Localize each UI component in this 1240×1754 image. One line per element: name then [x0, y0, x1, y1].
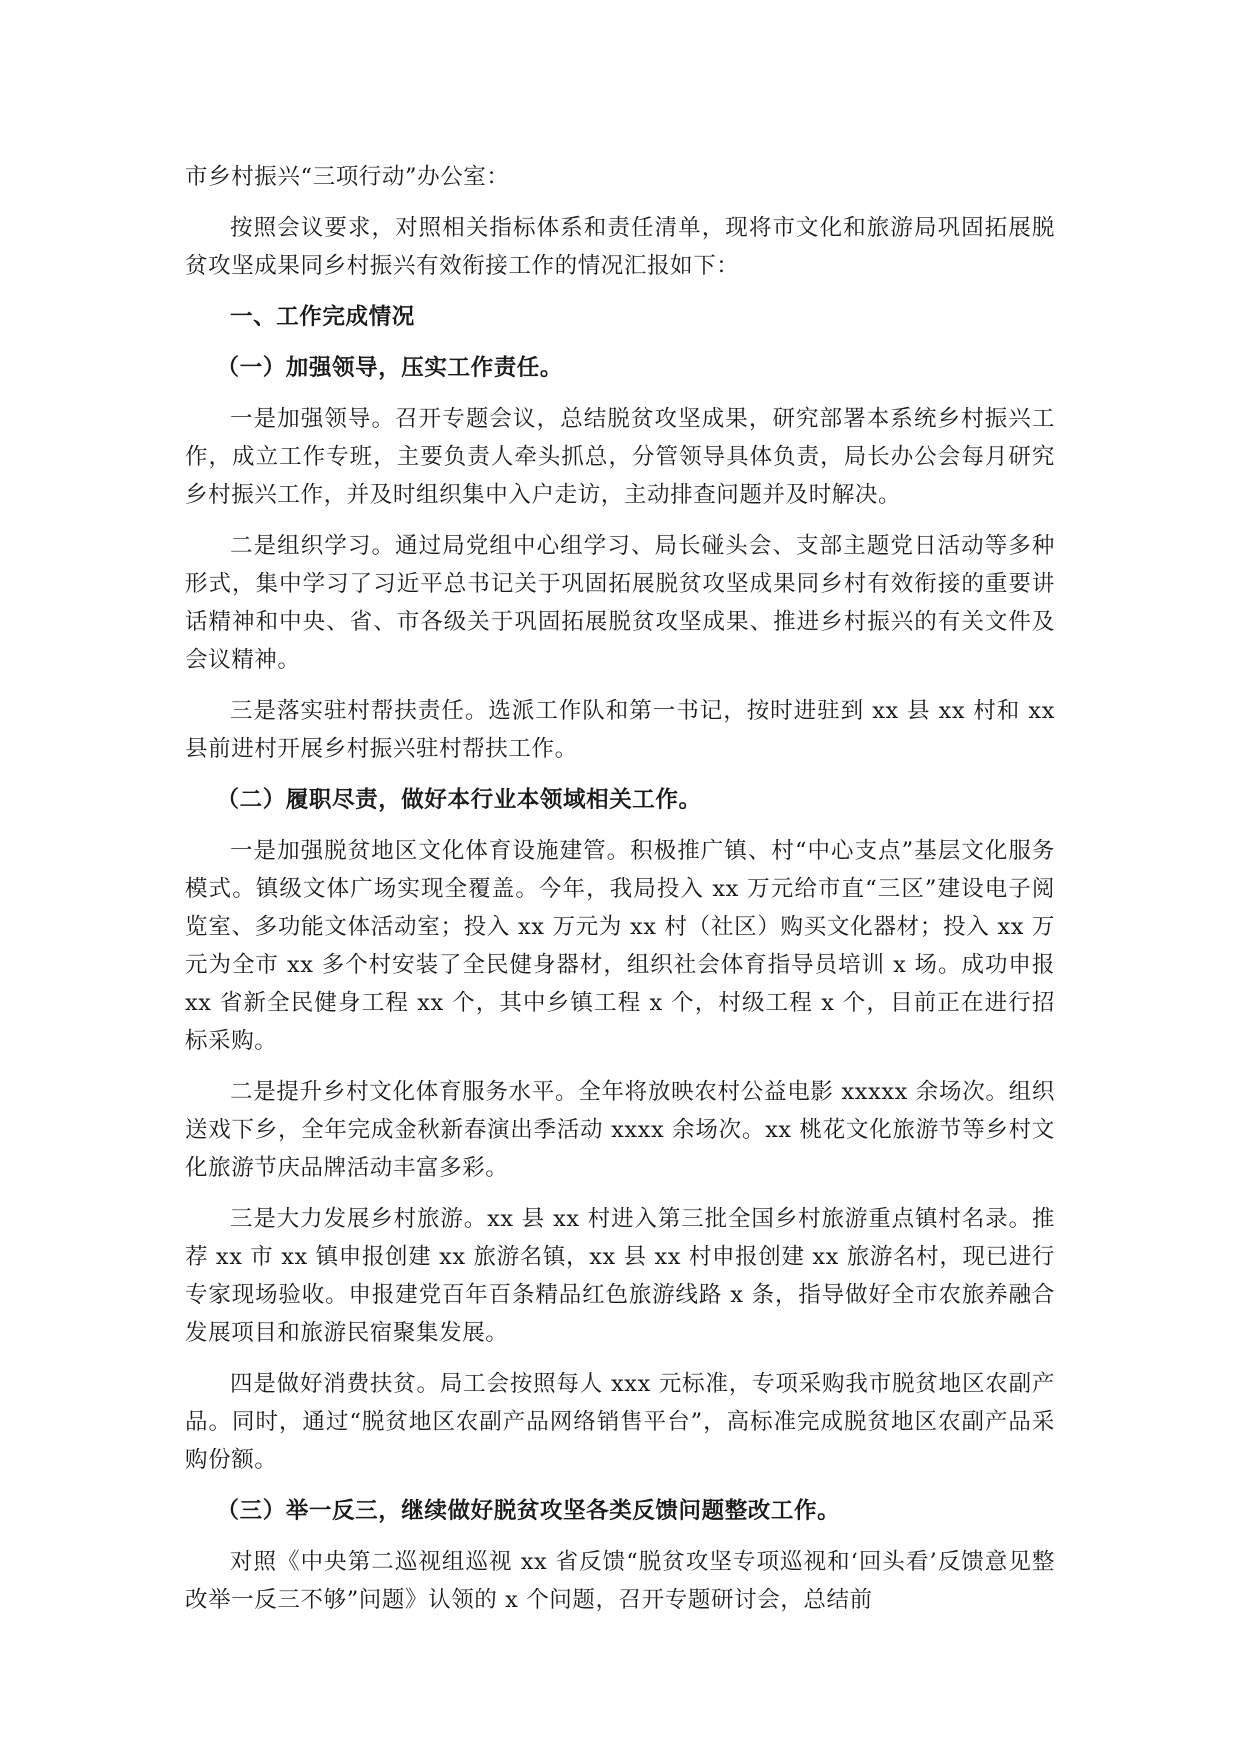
subsection-heading-2: （二）履职尽责，做好本行业本领域相关工作。: [216, 787, 702, 813]
document-body: [185, 158, 1055, 1632]
paragraph-consumption: 四是做好消费扶贫。局工会按照每人 xxx 元标准，专项采购我市脱贫地区农副产品。同时，通过“脱贫地区农副产品网络销售平台”，高标准完成脱贫地区农副产品采购份额。: [185, 1371, 1055, 1473]
salutation: 市乡村振兴“三项行动”办公室：: [185, 164, 510, 190]
paragraph-rectification: 对照《中央第二巡视组巡视 xx 省反馈“脱贫攻坚专项巡视和‘回头看’反馈意见整改举一反三不够”问题》认领的 x 个问题，召开专题研讨会，总结前: [185, 1549, 1055, 1613]
paragraph-village-support: 三是落实驻村帮扶责任。选派工作队和第一书记，按时进驻到 xx 县 xx 村和 xx 县前进村开展乡村振兴驻村帮扶工作。: [185, 698, 1055, 762]
subsection-heading-3: （三）举一反三，继续做好脱贫攻坚各类反馈问题整改工作。: [216, 1498, 841, 1524]
paragraph-facilities: 一是加强脱贫地区文化体育设施建管。积极推广镇、村“中心支点”基层文化服务模式。镇级文体广场实现全覆盖。今年，我局投入 xx 万元给市直“三区”建设电子阅览室、多功能文体活动室；投入 xx 万元为 xx 村（社区）购买文化器材；投入 xx 万元为全市 xx 多个村安装了全民健身器材，组织社会体育指导员培训 x 场。成功申报 xx 省新全民健身工程 xx 个，其中乡镇工程 x 个，村级工程 x 个，目前正在进行招标采购。: [185, 838, 1055, 1054]
paragraph-leadership: 一是加强领导。召开专题会议，总结脱贫攻坚成果，研究部署本系统乡村振兴工作，成立工作专班，主要负责人牵头抓总，分管领导具体负责，局长办公会每月研究乡村振兴工作，并及时组织集中入户走访，主动排查问题并及时解决。: [185, 406, 1055, 508]
intro-paragraph: 按照会议要求，对照相关指标体系和责任清单，现将市文化和旅游局巩固拓展脱贫攻坚成果同乡村振兴有效衔接工作的情况汇报如下：: [185, 215, 1055, 279]
paragraph-culture-services: 二是提升乡村文化体育服务水平。全年将放映农村公益电影 xxxxx 余场次。组织送戏下乡，全年完成金秋新春演出季活动 xxxx 余场次。xx 桃花文化旅游节等乡村文化旅游节庆品牌活动丰富多彩。: [185, 1079, 1055, 1181]
paragraph-study: 二是组织学习。通过局党组中心组学习、局长碰头会、支部主题党日活动等多种形式，集中学习了习近平总书记关于巩固拓展脱贫攻坚成果同乡村有效衔接的重要讲话精神和中央、省、市各级关于巩固拓展脱贫攻坚成果、推进乡村振兴的有关文件及会议精神。: [185, 533, 1055, 673]
subsection-heading-1: （一）加强领导，压实工作责任。: [216, 355, 564, 381]
section-heading-1: 一、工作完成情况: [230, 304, 415, 330]
paragraph-rural-tourism: 三是大力发展乡村旅游。xx 县 xx 村进入第三批全国乡村旅游重点镇村名录。推荐 xx 市 xx 镇申报创建 xx 旅游名镇，xx 县 xx 村申报创建 xx 旅游名村，现已进行专家现场验收。申报建党百年百条精品红色旅游线路 x 条，指导做好全市农旅养融合发展项目和旅游民宿聚集发展。: [185, 1206, 1055, 1346]
